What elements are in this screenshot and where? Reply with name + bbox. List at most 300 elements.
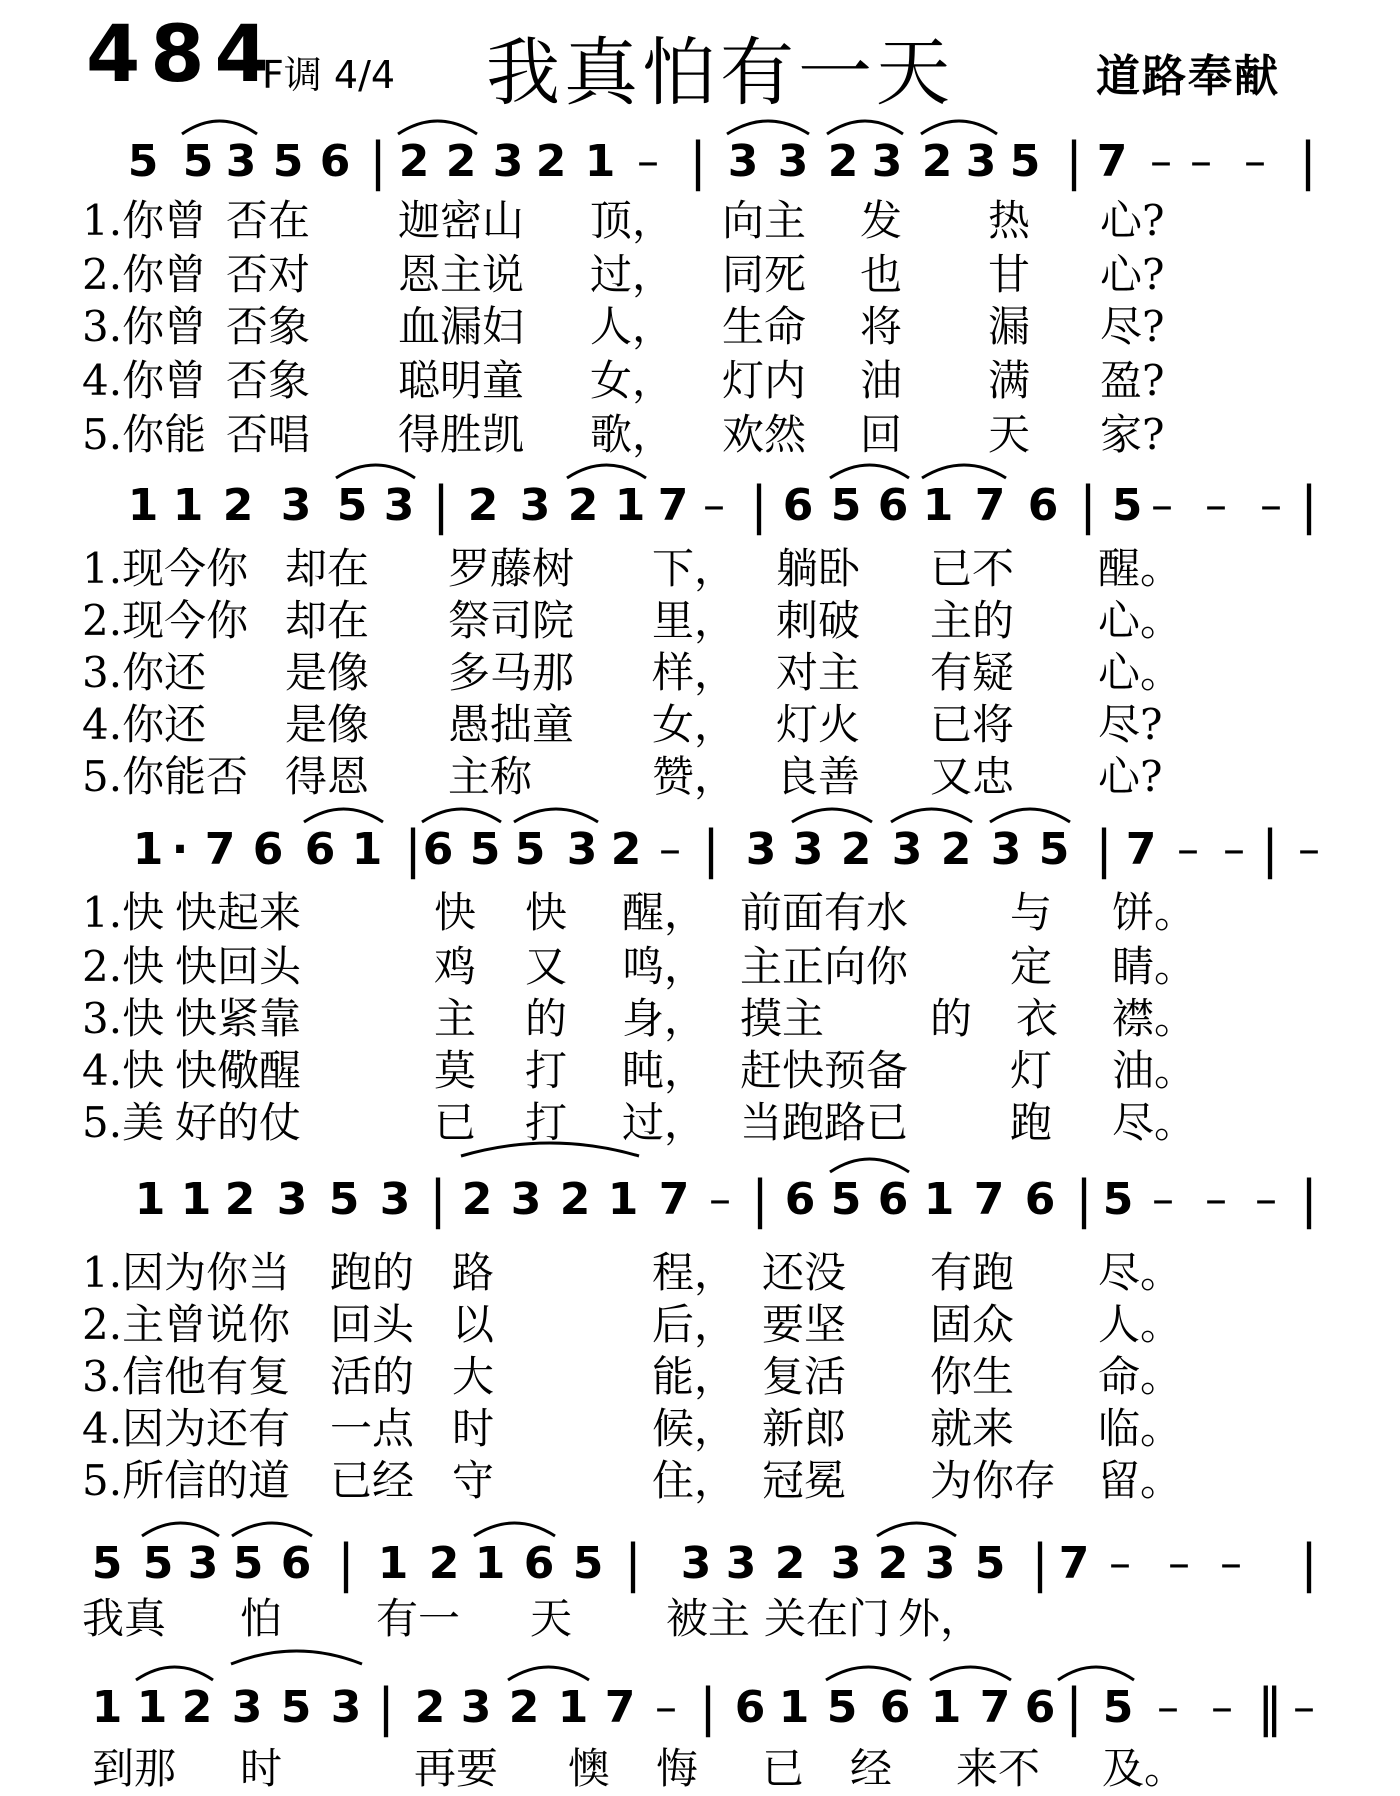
note: 6 — [523, 1538, 555, 1589]
note: 1 — [132, 824, 164, 875]
lyric-segment: 尽? — [1100, 302, 1165, 351]
lyric-segment: 愚拙童 — [448, 700, 575, 749]
lyric-segment: 心? — [1100, 250, 1165, 299]
note: 3 — [745, 824, 777, 875]
note: 1 — [930, 1682, 962, 1733]
lyric-segment: 里， — [652, 596, 737, 645]
lyric-segment: 已不 — [930, 544, 1015, 593]
lyric-segment: 再要 — [414, 1744, 499, 1793]
note-extension: – — [1150, 136, 1172, 187]
lyric-segment: 生命 — [722, 302, 807, 351]
note: 5 — [1111, 480, 1143, 531]
note: 2 — [414, 1682, 446, 1733]
note: 7 — [658, 1174, 690, 1225]
lyric-segment: 被主 — [666, 1594, 751, 1643]
notation-line — [0, 132, 1400, 192]
lyric-segment: 能， — [652, 1352, 737, 1401]
lyric-segment: 女， — [590, 356, 675, 405]
lyric-segment: 为你存 — [930, 1456, 1057, 1505]
note: 3 — [871, 136, 903, 187]
lyric-segment: 赶快预备 — [740, 1046, 909, 1095]
note: 7 — [973, 1174, 1005, 1225]
barline: | — [1065, 132, 1083, 192]
lyric-segment: 灯火 — [776, 700, 861, 749]
lyric-segment: 发 — [860, 196, 903, 245]
lyric-line — [0, 250, 1400, 300]
lyric-segment: 得胜凯 — [398, 410, 525, 459]
note: 3 — [187, 1538, 219, 1589]
note: 5 — [142, 1538, 174, 1589]
lyric-segment: 回 — [860, 410, 903, 459]
barline: | — [702, 820, 720, 880]
note: 6 — [319, 136, 351, 187]
note: 2 — [827, 136, 859, 187]
lyric-segment: 留。 — [1098, 1456, 1183, 1505]
note: 2 — [222, 480, 254, 531]
lyric-segment: 到那 — [92, 1744, 177, 1793]
note: 2 — [461, 1174, 493, 1225]
lyric-segment: 饼。 — [1112, 888, 1197, 937]
lyric-segment: 灯 — [1010, 1046, 1053, 1095]
lyric-segment: 心。 — [1098, 648, 1183, 697]
dot-mark: · — [171, 824, 189, 875]
lyric-segment: 满 — [988, 356, 1031, 405]
lyric-line — [0, 752, 1400, 802]
note: 1 — [377, 1538, 409, 1589]
lyric-segment: 盈? — [1100, 356, 1165, 405]
lyric-segment: 主 — [434, 994, 477, 1043]
note: 7 — [1096, 136, 1128, 187]
lyric-segment: 得恩 — [285, 752, 370, 801]
lyric-segment: 跑的 — [330, 1248, 415, 1297]
note-extension: – — [1205, 480, 1227, 531]
lyric-segment: 前面有水 — [740, 888, 909, 937]
note: 6 — [734, 1682, 766, 1733]
note-extension: – — [1151, 480, 1173, 531]
lyric-segment: 5.所信的道 — [82, 1456, 291, 1505]
note-extension: – — [655, 1682, 677, 1733]
lyric-segment: 鸡 — [434, 942, 477, 991]
note: 5 — [91, 1538, 123, 1589]
lyric-segment: 赞， — [652, 752, 737, 801]
lyric-segment: 临。 — [1098, 1404, 1183, 1453]
note-extension: – — [1220, 1538, 1242, 1589]
note: 6 — [280, 1538, 312, 1589]
lyric-segment: 心。 — [1098, 596, 1183, 645]
lyric-segment: 4.你还 — [82, 700, 207, 749]
lyric-segment: 1.现今你 — [82, 544, 249, 593]
hymn-title: 我真怕有一天 — [486, 30, 954, 116]
note: 7 — [1125, 824, 1157, 875]
key-signature: F调 4/4 — [262, 53, 396, 97]
lyric-segment: 5.美 — [82, 1098, 165, 1147]
note: 2 — [559, 1174, 591, 1225]
lyric-segment: 快起来 — [175, 888, 302, 937]
lyric-segment: 尽? — [1098, 700, 1163, 749]
lyric-segment: 以 — [452, 1300, 495, 1349]
lyric-segment: 2.主曾说你 — [82, 1300, 291, 1349]
note: 1 — [180, 1174, 212, 1225]
lyric-line — [0, 648, 1400, 698]
lyric-segment: 摸主 — [740, 994, 825, 1043]
lyric-segment: 莫 — [434, 1046, 477, 1095]
lyric-segment: 对主 — [776, 648, 861, 697]
lyric-segment: 守 — [452, 1456, 495, 1505]
lyric-segment: 下， — [652, 544, 737, 593]
note: 2 — [445, 136, 477, 187]
note: 3 — [460, 1682, 492, 1733]
lyric-segment: 5.你能否 — [82, 752, 249, 801]
note: 7 — [204, 824, 236, 875]
lyric-segment: 打 — [525, 1046, 568, 1095]
lyric-line — [0, 302, 1400, 352]
note: 2 — [398, 136, 430, 187]
note: 1 — [134, 1174, 166, 1225]
note: 3 — [379, 1174, 411, 1225]
note: 6 — [1024, 1174, 1056, 1225]
barline: | — [1065, 1678, 1083, 1738]
note: 6 — [1027, 480, 1059, 531]
note: 5 — [1038, 824, 1070, 875]
note: 3 — [492, 136, 524, 187]
note-extension: – — [1298, 824, 1320, 875]
lyric-line — [0, 196, 1400, 246]
note: 5 — [182, 136, 214, 187]
hymn-number: 484 — [86, 10, 279, 100]
credit-text: 道路奉献 — [1096, 51, 1280, 102]
lyric-segment: 天 — [530, 1594, 573, 1643]
note: 3 — [231, 1682, 263, 1733]
lyric-segment: 刺破 — [776, 596, 861, 645]
note: 1 — [778, 1682, 810, 1733]
lyric-segment: 经 — [850, 1744, 893, 1793]
note: 3 — [990, 824, 1022, 875]
lyric-segment: 2.现今你 — [82, 596, 249, 645]
note: 7 — [979, 1682, 1011, 1733]
note: 3 — [830, 1538, 862, 1589]
note-extension: – — [703, 480, 725, 531]
note: 1 — [474, 1538, 506, 1589]
lyric-line — [0, 410, 1400, 460]
lyric-segment: 悔 — [656, 1744, 699, 1793]
lyric-segment: 4.你曾 — [82, 356, 207, 405]
note: 3 — [330, 1682, 362, 1733]
lyric-segment: 油 — [860, 356, 903, 405]
note: 3 — [680, 1538, 712, 1589]
note: 1 — [172, 480, 204, 531]
note: 5 — [1102, 1682, 1134, 1733]
lyric-segment: 却在 — [285, 544, 370, 593]
lyric-segment: 大 — [452, 1352, 495, 1401]
lyric-segment: 回头 — [330, 1300, 415, 1349]
lyric-segment: 我真 — [82, 1594, 167, 1643]
note: 6 — [252, 824, 284, 875]
lyric-segment: 女， — [652, 700, 737, 749]
note: 7 — [657, 480, 689, 531]
note: 1 — [923, 1174, 955, 1225]
note-extension: – — [1168, 1538, 1190, 1589]
note: 1 — [136, 1682, 168, 1733]
lyric-segment: 4.因为还有 — [82, 1404, 291, 1453]
lyric-segment: 是像 — [285, 648, 370, 697]
lyric-segment: 一点 — [330, 1404, 415, 1453]
lyric-segment: 3.你曾 — [82, 302, 207, 351]
lyric-segment: 过， — [590, 250, 675, 299]
lyric-segment: 盹， — [622, 1046, 707, 1095]
note-extension: – — [1260, 480, 1282, 531]
note: 3 — [792, 824, 824, 875]
lyric-segment: 罗藤树 — [448, 544, 575, 593]
lyric-segment: 后， — [652, 1300, 737, 1349]
lyric-segment: 已 — [762, 1744, 805, 1793]
lyric-segment: 否唱 — [226, 410, 311, 459]
lyric-segment: 也 — [860, 250, 903, 299]
lyric-segment: 1.你曾 — [82, 196, 207, 245]
lyric-segment: 甘 — [988, 250, 1031, 299]
lyric-segment: 将 — [860, 302, 903, 351]
barline: | — [429, 1170, 447, 1230]
lyric-segment: 2.你曾 — [82, 250, 207, 299]
notation-line — [0, 476, 1400, 536]
note: 6 — [879, 1682, 911, 1733]
note: 6 — [782, 480, 814, 531]
note: 2 — [921, 136, 953, 187]
notation-line — [0, 1678, 1400, 1738]
lyric-segment: 定 — [1010, 942, 1053, 991]
lyric-segment: 天 — [988, 410, 1031, 459]
barline: | — [699, 1678, 717, 1738]
lyric-segment: 当跑路已 — [740, 1098, 909, 1147]
lyric-segment: 热 — [988, 196, 1031, 245]
lyric-segment: 路 — [452, 1248, 495, 1297]
notation-line — [0, 1534, 1400, 1594]
lyric-segment: 过， — [622, 1098, 707, 1147]
note: 1 — [922, 480, 954, 531]
lyric-segment: 否象 — [226, 356, 311, 405]
lyric-segment: 人， — [590, 302, 675, 351]
barline: | — [404, 820, 422, 880]
lyric-segment: 尽。 — [1112, 1098, 1197, 1147]
lyric-segment: 命。 — [1098, 1352, 1183, 1401]
lyric-segment: 样， — [652, 648, 737, 697]
lyric-segment: 候， — [652, 1404, 737, 1453]
lyric-line — [0, 994, 1400, 1044]
lyric-segment: 2.快 — [82, 942, 165, 991]
note: 6 — [304, 824, 336, 875]
note: 7 — [974, 480, 1006, 531]
note: 5 — [826, 1682, 858, 1733]
barline: | — [1075, 1170, 1093, 1230]
lyric-segment: 襟。 — [1112, 994, 1197, 1043]
note: 2 — [940, 824, 972, 875]
lyric-segment: 你生 — [930, 1352, 1015, 1401]
note: 3 — [383, 480, 415, 531]
note-extension: – — [1244, 136, 1266, 187]
lyric-segment: 有疑 — [930, 648, 1015, 697]
lyric-segment: 3.信他有复 — [82, 1352, 291, 1401]
lyric-segment: 3.你还 — [82, 648, 207, 697]
lyric-line — [0, 1098, 1400, 1148]
barline: | — [1079, 476, 1097, 536]
barline: | — [432, 476, 450, 536]
barline: | — [624, 1534, 642, 1594]
lyric-line — [0, 888, 1400, 938]
barline: | — [337, 1534, 355, 1594]
lyric-segment: 要坚 — [762, 1300, 847, 1349]
lyric-segment: 快 — [434, 888, 477, 937]
lyric-segment: 同死 — [722, 250, 807, 299]
lyric-segment: 时 — [240, 1744, 283, 1793]
lyric-line — [0, 1248, 1400, 1298]
lyric-segment: 歌， — [590, 410, 675, 459]
lyric-segment: 的 — [930, 994, 973, 1043]
lyric-segment: 3.快 — [82, 994, 165, 1043]
lyric-segment: 快回头 — [175, 942, 302, 991]
note: 2 — [567, 480, 599, 531]
lyric-segment: 恩主说 — [398, 250, 525, 299]
lyric-segment: 快紧靠 — [175, 994, 302, 1043]
lyric-segment: 漏 — [988, 302, 1031, 351]
note: 1 — [614, 480, 646, 531]
lyric-segment: 心? — [1100, 196, 1165, 245]
note-extension: – — [637, 136, 659, 187]
note: 3 — [566, 824, 598, 875]
lyric-segment: 又忠 — [930, 752, 1015, 801]
note: 3 — [965, 136, 997, 187]
barline: | — [1031, 1534, 1049, 1594]
note-extension: – — [709, 1174, 731, 1225]
lyric-line — [0, 356, 1400, 406]
lyric-segment: 及。 — [1102, 1744, 1187, 1793]
lyric-segment: 良善 — [776, 752, 861, 801]
note: 2 — [610, 824, 642, 875]
note: 1 — [127, 480, 159, 531]
note: 3 — [924, 1538, 956, 1589]
note: 6 — [877, 1174, 909, 1225]
lyric-segment: 人。 — [1098, 1300, 1183, 1349]
note: 2 — [877, 1538, 909, 1589]
lyric-segment: 醒， — [622, 888, 707, 937]
lyric-segment: 鸣， — [622, 942, 707, 991]
note: 5 — [830, 1174, 862, 1225]
note: 5 — [272, 136, 304, 187]
lyric-segment: 4.快 — [82, 1046, 165, 1095]
note: 3 — [777, 136, 809, 187]
lyric-segment: 已经 — [330, 1456, 415, 1505]
note: 2 — [508, 1682, 540, 1733]
lyric-segment: 主的 — [930, 596, 1015, 645]
lyric-segment: 怕 — [240, 1594, 283, 1643]
barline: | — [751, 1170, 769, 1230]
lyric-segment: 还没 — [762, 1248, 847, 1297]
lyric-line — [0, 1300, 1400, 1350]
lyric-segment: 快 — [525, 888, 568, 937]
lyric-segment: 打 — [525, 1098, 568, 1147]
lyric-line — [0, 942, 1400, 992]
lyric-segment: 否象 — [226, 302, 311, 351]
barline: | — [1095, 820, 1113, 880]
lyric-segment: 来不 — [956, 1744, 1041, 1793]
note: 3 — [891, 824, 923, 875]
lyric-segment: 尽。 — [1098, 1248, 1183, 1297]
lyric-segment: 快儆醒 — [175, 1046, 302, 1095]
barline: | — [1300, 1170, 1318, 1230]
lyric-segment: 主称 — [448, 752, 533, 801]
barline: | — [377, 1678, 395, 1738]
note: 5 — [572, 1538, 604, 1589]
lyric-segment: 躺卧 — [776, 544, 861, 593]
lyric-line — [0, 1456, 1400, 1506]
lyric-segment: 多马那 — [448, 648, 575, 697]
notation-line — [0, 820, 1400, 880]
lyric-segment: 就来 — [930, 1404, 1015, 1453]
lyric-line — [0, 1404, 1400, 1454]
note-extension: – — [1152, 1174, 1174, 1225]
lyric-segment: 已将 — [930, 700, 1015, 749]
lyric-segment: 住， — [652, 1456, 737, 1505]
lyric-segment: 祭司院 — [448, 596, 575, 645]
note: 6 — [784, 1174, 816, 1225]
barline: | — [369, 132, 387, 192]
note: 6 — [422, 824, 454, 875]
note: 5 — [127, 136, 159, 187]
note: 2 — [224, 1174, 256, 1225]
lyric-segment: 欢然 — [722, 410, 807, 459]
lyric-segment: 心? — [1098, 752, 1163, 801]
note: 5 — [974, 1538, 1006, 1589]
note: 1 — [351, 824, 383, 875]
note: 7 — [1058, 1538, 1090, 1589]
note: 2 — [467, 480, 499, 531]
barline: | — [750, 476, 768, 536]
lyric-line — [0, 1352, 1400, 1402]
note: 2 — [181, 1682, 213, 1733]
lyric-segment: 油。 — [1112, 1046, 1197, 1095]
note: 5 — [469, 824, 501, 875]
lyric-segment: 外， — [898, 1594, 983, 1643]
note: 6 — [1024, 1682, 1056, 1733]
note: 3 — [510, 1174, 542, 1225]
note-extension: – — [1190, 136, 1212, 187]
lyric-segment: 有跑 — [930, 1248, 1015, 1297]
barline: | — [1300, 1534, 1318, 1594]
barline: | — [1300, 476, 1318, 536]
lyric-segment: 主正向你 — [740, 942, 909, 991]
lyric-segment: 1.因为你当 — [82, 1248, 291, 1297]
note: 5 — [1102, 1174, 1134, 1225]
note: 3 — [519, 480, 551, 531]
note: 6 — [877, 480, 909, 531]
note-extension: – — [1293, 1682, 1315, 1733]
lyric-segment: 睛。 — [1112, 942, 1197, 991]
note: 3 — [727, 136, 759, 187]
lyric-segment: 已 — [434, 1098, 477, 1147]
lyric-segment: 血漏妇 — [398, 302, 525, 351]
lyric-line — [0, 1046, 1400, 1096]
note: 3 — [280, 480, 312, 531]
lyric-segment: 否在 — [226, 196, 311, 245]
lyric-segment: 有一 — [376, 1594, 461, 1643]
note: 7 — [604, 1682, 636, 1733]
lyric-line — [0, 544, 1400, 594]
note: 5 — [232, 1538, 264, 1589]
note: 5 — [328, 1174, 360, 1225]
note-extension: – — [1223, 824, 1245, 875]
lyric-segment: 灯内 — [722, 356, 807, 405]
note-extension: – — [1211, 1682, 1233, 1733]
lyric-line — [0, 1594, 1400, 1644]
barline: ‖ — [1257, 1678, 1283, 1738]
